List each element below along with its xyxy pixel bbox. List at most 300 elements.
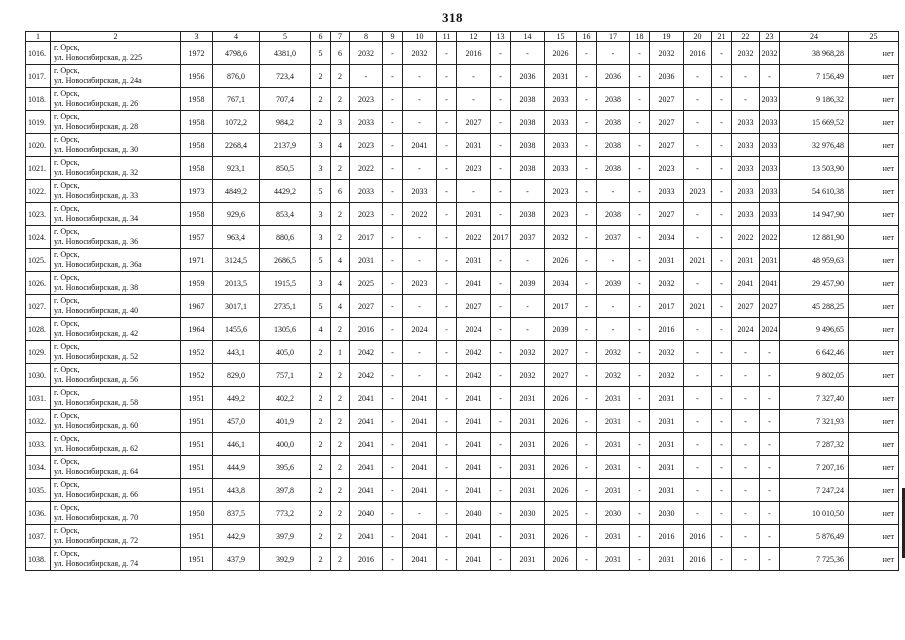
- cell-c25: нет: [849, 134, 899, 157]
- cell-c9: -: [383, 65, 403, 88]
- cell-c5: 707,4: [260, 88, 311, 111]
- row-number: 1020.: [26, 134, 51, 157]
- cell-c6: 2: [311, 410, 331, 433]
- cell-c25: нет: [849, 502, 899, 525]
- cell-c7: 1: [331, 341, 350, 364]
- cell-c19: 2031: [650, 479, 684, 502]
- address-cell: [51, 157, 181, 180]
- cell-c17: 2031: [597, 410, 630, 433]
- cell-c8: 2040: [350, 502, 383, 525]
- table-row: [26, 387, 899, 410]
- cell-c9: -: [383, 111, 403, 134]
- cell-c21: -: [712, 111, 732, 134]
- cell-c8: 2041: [350, 433, 383, 456]
- cell-c19: 2031: [650, 456, 684, 479]
- cell-c3: 1971: [181, 249, 213, 272]
- cell-c16: -: [577, 341, 597, 364]
- table-row: [26, 502, 899, 525]
- cell-c22: 2033: [732, 134, 760, 157]
- cell-c4: 767,1: [213, 88, 260, 111]
- cell-c17: 2038: [597, 157, 630, 180]
- column-header: 23: [760, 32, 780, 42]
- address-city: г. Орск,: [54, 480, 80, 489]
- address-cell: [51, 226, 181, 249]
- cell-c10: 2032: [403, 42, 437, 65]
- cell-c3: 1973: [181, 180, 213, 203]
- cell-c22: -: [732, 456, 760, 479]
- cell-c22: -: [732, 364, 760, 387]
- cell-c17: 2031: [597, 479, 630, 502]
- cell-c22: 2032: [732, 42, 760, 65]
- column-header: 2: [51, 32, 181, 42]
- cell-c14: 2031: [511, 525, 545, 548]
- cell-c6: 2: [311, 387, 331, 410]
- address-street: ул. Новосибирская, д. 70: [54, 513, 139, 522]
- cell-c22: 2033: [732, 203, 760, 226]
- cell-c5: 757,1: [260, 364, 311, 387]
- cell-c6: 2: [311, 364, 331, 387]
- cell-c3: 1958: [181, 203, 213, 226]
- cell-c12: 2016: [457, 42, 491, 65]
- cell-c14: 2038: [511, 157, 545, 180]
- cell-c25: нет: [849, 272, 899, 295]
- cell-c13: -: [491, 433, 511, 456]
- cell-c7: 2: [331, 456, 350, 479]
- cell-c5: 1915,5: [260, 272, 311, 295]
- column-header: 8: [350, 32, 383, 42]
- cell-c21: -: [712, 387, 732, 410]
- row-number: 1026.: [26, 272, 51, 295]
- cell-c10: 2041: [403, 387, 437, 410]
- cell-c20: -: [684, 341, 712, 364]
- cell-c11: -: [437, 479, 457, 502]
- cell-c6: 2: [311, 341, 331, 364]
- table-row: [26, 65, 899, 88]
- cell-c10: -: [403, 65, 437, 88]
- cell-c14: 2030: [511, 502, 545, 525]
- cell-c7: 4: [331, 249, 350, 272]
- cell-c4: 444,9: [213, 456, 260, 479]
- cell-c25: нет: [849, 88, 899, 111]
- cell-c15: 2027: [545, 341, 577, 364]
- table-row: [26, 525, 899, 548]
- cell-c14: 2031: [511, 410, 545, 433]
- cell-c24: 9 496,65: [780, 318, 849, 341]
- cell-c24: 7 247,24: [780, 479, 849, 502]
- cell-c25: нет: [849, 548, 899, 571]
- address-street: ул. Новосибирская, д. 38: [54, 283, 139, 292]
- cell-c13: -: [491, 272, 511, 295]
- cell-c10: 2041: [403, 433, 437, 456]
- row-number: 1022.: [26, 180, 51, 203]
- cell-c6: 2: [311, 88, 331, 111]
- cell-c16: -: [577, 387, 597, 410]
- cell-c21: -: [712, 341, 732, 364]
- address-street: ул. Новосибирская, д. 28: [54, 122, 139, 131]
- cell-c17: 2031: [597, 387, 630, 410]
- cell-c12: -: [457, 180, 491, 203]
- cell-c13: -: [491, 42, 511, 65]
- cell-c5: 880,6: [260, 226, 311, 249]
- cell-c7: 2: [331, 502, 350, 525]
- cell-c8: 2027: [350, 295, 383, 318]
- cell-c8: 2041: [350, 479, 383, 502]
- cell-c23: -: [760, 387, 780, 410]
- cell-c4: 4798,6: [213, 42, 260, 65]
- cell-c3: 1957: [181, 226, 213, 249]
- cell-c17: -: [597, 180, 630, 203]
- cell-c6: 2: [311, 456, 331, 479]
- cell-c23: 2022: [760, 226, 780, 249]
- cell-c14: 2031: [511, 456, 545, 479]
- cell-c10: 2022: [403, 203, 437, 226]
- cell-c19: 2033: [650, 180, 684, 203]
- address-city: г. Орск,: [54, 526, 80, 535]
- cell-c13: -: [491, 88, 511, 111]
- cell-c15: 2039: [545, 318, 577, 341]
- cell-c22: -: [732, 525, 760, 548]
- address-street: ул. Новосибирская, д. 33: [54, 191, 139, 200]
- cell-c22: -: [732, 479, 760, 502]
- address-cell: [51, 456, 181, 479]
- cell-c14: 2031: [511, 479, 545, 502]
- cell-c14: -: [511, 180, 545, 203]
- cell-c6: 5: [311, 295, 331, 318]
- cell-c9: -: [383, 134, 403, 157]
- cell-c9: -: [383, 387, 403, 410]
- address-city: г. Орск,: [54, 296, 80, 305]
- address-city: г. Орск,: [54, 434, 80, 443]
- cell-c10: 2024: [403, 318, 437, 341]
- cell-c12: -: [457, 65, 491, 88]
- cell-c10: -: [403, 364, 437, 387]
- cell-c24: 38 968,28: [780, 42, 849, 65]
- cell-c9: -: [383, 203, 403, 226]
- cell-c24: 29 457,90: [780, 272, 849, 295]
- cell-c6: 2: [311, 525, 331, 548]
- cell-c17: 2031: [597, 548, 630, 571]
- cell-c4: 457,0: [213, 410, 260, 433]
- cell-c20: -: [684, 387, 712, 410]
- row-number: 1032.: [26, 410, 51, 433]
- cell-c19: 2016: [650, 525, 684, 548]
- cell-c18: -: [630, 134, 650, 157]
- cell-c14: 2032: [511, 364, 545, 387]
- address-street: ул. Новосибирская, д. 36а: [54, 260, 142, 269]
- cell-c14: 2031: [511, 548, 545, 571]
- cell-c16: -: [577, 134, 597, 157]
- address-cell: [51, 249, 181, 272]
- cell-c15: 2023: [545, 180, 577, 203]
- cell-c8: 2016: [350, 318, 383, 341]
- cell-c17: -: [597, 318, 630, 341]
- cell-c9: -: [383, 318, 403, 341]
- cell-c4: 4849,2: [213, 180, 260, 203]
- cell-c23: -: [760, 502, 780, 525]
- cell-c4: 837,5: [213, 502, 260, 525]
- cell-c14: -: [511, 249, 545, 272]
- address-city: г. Орск,: [54, 388, 80, 397]
- cell-c24: 15 669,52: [780, 111, 849, 134]
- cell-c6: 5: [311, 180, 331, 203]
- cell-c24: 6 642,46: [780, 341, 849, 364]
- cell-c5: 397,8: [260, 479, 311, 502]
- cell-c10: -: [403, 157, 437, 180]
- cell-c14: 2038: [511, 88, 545, 111]
- cell-c7: 2: [331, 157, 350, 180]
- address-city: г. Орск,: [54, 204, 80, 213]
- cell-c21: -: [712, 180, 732, 203]
- cell-c8: 2025: [350, 272, 383, 295]
- cell-c12: 2027: [457, 295, 491, 318]
- cell-c14: 2031: [511, 387, 545, 410]
- cell-c24: 9 802,05: [780, 364, 849, 387]
- cell-c15: 2033: [545, 134, 577, 157]
- cell-c22: -: [732, 88, 760, 111]
- row-number: 1019.: [26, 111, 51, 134]
- address-street: ул. Новосибирская, д. 225: [54, 53, 143, 62]
- cell-c10: -: [403, 295, 437, 318]
- cell-c11: -: [437, 548, 457, 571]
- table-row: [26, 548, 899, 571]
- row-number: 1023.: [26, 203, 51, 226]
- cell-c4: 443,1: [213, 341, 260, 364]
- cell-c4: 2268,4: [213, 134, 260, 157]
- cell-c15: 2033: [545, 88, 577, 111]
- cell-c24: 12 881,90: [780, 226, 849, 249]
- address-street: ул. Новосибирская, д. 56: [54, 375, 139, 384]
- cell-c21: -: [712, 203, 732, 226]
- cell-c20: 2016: [684, 42, 712, 65]
- cell-c14: 2038: [511, 134, 545, 157]
- cell-c21: -: [712, 502, 732, 525]
- cell-c7: 2: [331, 88, 350, 111]
- column-header: 16: [577, 32, 597, 42]
- cell-c6: 2: [311, 502, 331, 525]
- cell-c18: -: [630, 42, 650, 65]
- cell-c15: 2026: [545, 456, 577, 479]
- cell-c19: 2036: [650, 65, 684, 88]
- cell-c21: -: [712, 295, 732, 318]
- cell-c11: -: [437, 65, 457, 88]
- cell-c23: -: [760, 65, 780, 88]
- cell-c6: 5: [311, 42, 331, 65]
- cell-c3: 1952: [181, 341, 213, 364]
- cell-c22: -: [732, 433, 760, 456]
- cell-c13: -: [491, 341, 511, 364]
- cell-c20: 2021: [684, 295, 712, 318]
- cell-c3: 1958: [181, 111, 213, 134]
- cell-c11: -: [437, 134, 457, 157]
- data-table: [25, 31, 899, 571]
- address-city: г. Орск,: [54, 66, 80, 75]
- cell-c18: -: [630, 525, 650, 548]
- cell-c13: -: [491, 203, 511, 226]
- cell-c23: 2033: [760, 203, 780, 226]
- cell-c23: 2033: [760, 180, 780, 203]
- address-city: г. Орск,: [54, 181, 80, 190]
- cell-c21: -: [712, 525, 732, 548]
- cell-c9: -: [383, 456, 403, 479]
- table-row: [26, 134, 899, 157]
- cell-c18: -: [630, 410, 650, 433]
- cell-c5: 773,2: [260, 502, 311, 525]
- cell-c23: 2032: [760, 42, 780, 65]
- cell-c16: -: [577, 203, 597, 226]
- cell-c5: 984,2: [260, 111, 311, 134]
- cell-c5: 405,0: [260, 341, 311, 364]
- cell-c8: 2016: [350, 548, 383, 571]
- cell-c16: -: [577, 525, 597, 548]
- table-row: [26, 203, 899, 226]
- address-street: ул. Новосибирская, д. 62: [54, 444, 139, 453]
- cell-c13: -: [491, 525, 511, 548]
- cell-c18: -: [630, 272, 650, 295]
- cell-c23: -: [760, 479, 780, 502]
- cell-c19: 2027: [650, 134, 684, 157]
- cell-c19: 2027: [650, 203, 684, 226]
- cell-c11: -: [437, 341, 457, 364]
- cell-c11: -: [437, 272, 457, 295]
- cell-c11: -: [437, 249, 457, 272]
- cell-c13: -: [491, 295, 511, 318]
- cell-c5: 4429,2: [260, 180, 311, 203]
- cell-c20: 2016: [684, 548, 712, 571]
- cell-c22: 2031: [732, 249, 760, 272]
- cell-c12: 2041: [457, 548, 491, 571]
- cell-c18: -: [630, 88, 650, 111]
- cell-c5: 723,4: [260, 65, 311, 88]
- cell-c4: 442,9: [213, 525, 260, 548]
- cell-c15: 2023: [545, 203, 577, 226]
- cell-c25: нет: [849, 295, 899, 318]
- cell-c21: -: [712, 272, 732, 295]
- cell-c24: 48 959,63: [780, 249, 849, 272]
- cell-c22: 2027: [732, 295, 760, 318]
- cell-c13: -: [491, 180, 511, 203]
- cell-c10: 2041: [403, 456, 437, 479]
- cell-c18: -: [630, 387, 650, 410]
- cell-c21: -: [712, 65, 732, 88]
- address-street: ул. Новосибирская, д. 58: [54, 398, 139, 407]
- cell-c7: 4: [331, 295, 350, 318]
- cell-c23: -: [760, 364, 780, 387]
- cell-c3: 1959: [181, 272, 213, 295]
- address-cell: [51, 180, 181, 203]
- cell-c14: 2038: [511, 203, 545, 226]
- cell-c23: -: [760, 410, 780, 433]
- cell-c19: 2027: [650, 88, 684, 111]
- address-street: ул. Новосибирская, д. 52: [54, 352, 139, 361]
- table-row: [26, 157, 899, 180]
- row-number: 1017.: [26, 65, 51, 88]
- cell-c10: -: [403, 502, 437, 525]
- cell-c25: нет: [849, 318, 899, 341]
- cell-c3: 1964: [181, 318, 213, 341]
- cell-c10: -: [403, 341, 437, 364]
- table-row: [26, 433, 899, 456]
- cell-c20: -: [684, 318, 712, 341]
- cell-c18: -: [630, 318, 650, 341]
- cell-c18: -: [630, 502, 650, 525]
- cell-c14: 2036: [511, 65, 545, 88]
- column-header: 17: [597, 32, 630, 42]
- row-number: 1031.: [26, 387, 51, 410]
- column-header: 12: [457, 32, 491, 42]
- cell-c14: 2032: [511, 341, 545, 364]
- cell-c18: -: [630, 226, 650, 249]
- cell-c19: 2016: [650, 318, 684, 341]
- cell-c16: -: [577, 479, 597, 502]
- address-street: ул. Новосибирская, д. 74: [54, 559, 139, 568]
- row-number: 1021.: [26, 157, 51, 180]
- cell-c12: 2041: [457, 433, 491, 456]
- cell-c16: -: [577, 65, 597, 88]
- address-cell: [51, 318, 181, 341]
- cell-c4: 1455,6: [213, 318, 260, 341]
- cell-c24: 7 207,16: [780, 456, 849, 479]
- cell-c3: 1958: [181, 88, 213, 111]
- cell-c11: -: [437, 456, 457, 479]
- address-cell: [51, 433, 181, 456]
- cell-c23: -: [760, 548, 780, 571]
- cell-c17: 2031: [597, 433, 630, 456]
- cell-c15: 2033: [545, 111, 577, 134]
- cell-c24: 10 010,50: [780, 502, 849, 525]
- cell-c21: -: [712, 364, 732, 387]
- cell-c4: 3124,5: [213, 249, 260, 272]
- cell-c15: 2026: [545, 387, 577, 410]
- cell-c12: 2042: [457, 341, 491, 364]
- cell-c9: -: [383, 226, 403, 249]
- cell-c8: 2031: [350, 249, 383, 272]
- cell-c22: -: [732, 502, 760, 525]
- cell-c7: 2: [331, 410, 350, 433]
- cell-c5: 400,0: [260, 433, 311, 456]
- row-number: 1037.: [26, 525, 51, 548]
- address-cell: [51, 525, 181, 548]
- column-header: 10: [403, 32, 437, 42]
- cell-c7: 2: [331, 387, 350, 410]
- cell-c14: -: [511, 295, 545, 318]
- cell-c19: 2031: [650, 387, 684, 410]
- cell-c24: 45 288,25: [780, 295, 849, 318]
- cell-c3: 1951: [181, 387, 213, 410]
- cell-c8: 2023: [350, 203, 383, 226]
- cell-c5: 397,9: [260, 525, 311, 548]
- cell-c11: -: [437, 433, 457, 456]
- cell-c4: 3017,1: [213, 295, 260, 318]
- cell-c17: 2032: [597, 341, 630, 364]
- address-street: ул. Новосибирская, д. 24а: [54, 76, 142, 85]
- column-header: 24: [780, 32, 849, 42]
- cell-c20: -: [684, 364, 712, 387]
- address-street: ул. Новосибирская, д. 42: [54, 329, 139, 338]
- table-row: [26, 456, 899, 479]
- cell-c13: -: [491, 410, 511, 433]
- address-cell: [51, 272, 181, 295]
- cell-c14: 2037: [511, 226, 545, 249]
- address-cell: [51, 387, 181, 410]
- cell-c8: 2041: [350, 387, 383, 410]
- cell-c8: 2017: [350, 226, 383, 249]
- cell-c24: 54 610,38: [780, 180, 849, 203]
- cell-c25: нет: [849, 203, 899, 226]
- cell-c15: 2034: [545, 272, 577, 295]
- cell-c25: нет: [849, 65, 899, 88]
- cell-c25: нет: [849, 249, 899, 272]
- cell-c3: 1950: [181, 502, 213, 525]
